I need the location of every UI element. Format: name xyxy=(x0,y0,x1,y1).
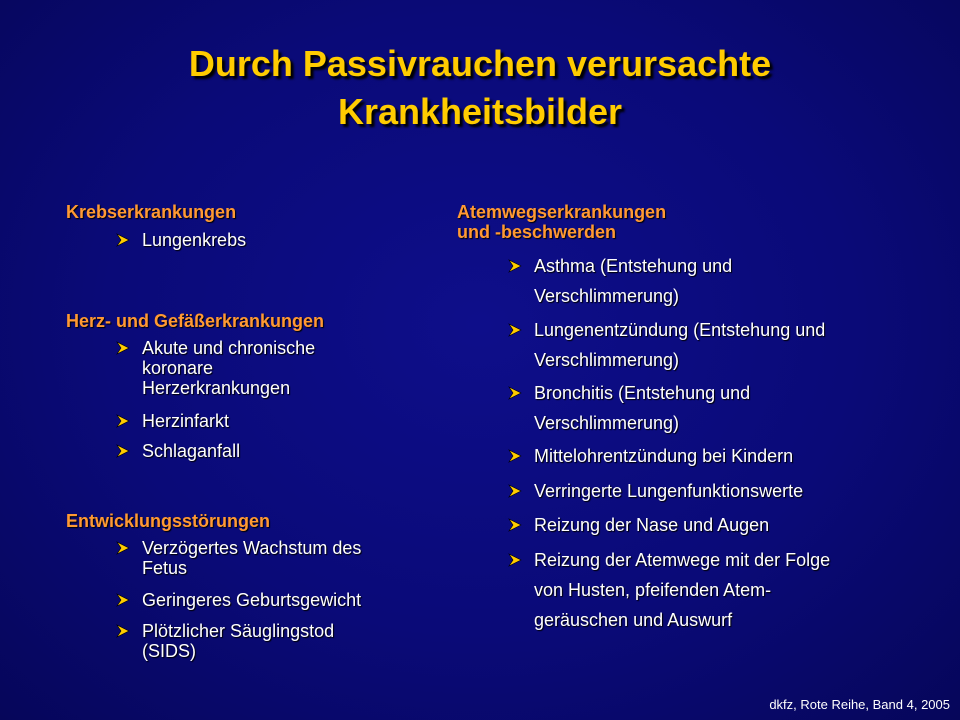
arrowhead-bullet-icon xyxy=(508,510,534,540)
list-item-text: Plötzlicher Säuglingstod (SIDS) xyxy=(142,621,335,661)
list-item-text: Reizung der Atemwege mit der Folge von Husten, pfeifenden Atem- geräuschen und Auswurf xyxy=(534,550,831,630)
list-item xyxy=(116,338,315,398)
heading-line-2: und -beschwerden xyxy=(457,222,617,242)
arrowhead-bullet-icon xyxy=(116,621,142,641)
list-item xyxy=(508,510,769,540)
list-item xyxy=(508,476,803,506)
arrowhead-bullet-icon xyxy=(116,441,142,461)
list-item-text: Verzögertes Wachstum des Fetus xyxy=(142,538,362,578)
list-item-text: Mittelohrentzündung bei Kindern xyxy=(534,446,794,466)
arrowhead-bullet-icon xyxy=(508,378,534,408)
arrowhead-bullet-icon xyxy=(116,538,142,558)
list-item xyxy=(508,378,750,438)
list-item xyxy=(508,545,830,635)
arrowhead-bullet-icon xyxy=(116,338,142,358)
list-item-text: Reizung der Nase und Augen xyxy=(534,515,770,535)
heading-entwicklungsstoerungen: Entwicklungsstörungen xyxy=(66,511,271,531)
list-item xyxy=(508,251,732,311)
arrowhead-bullet-icon xyxy=(508,251,534,281)
arrowhead-bullet-icon xyxy=(116,590,142,610)
arrowhead-bullet-icon xyxy=(508,476,534,506)
list-item xyxy=(116,441,240,461)
list-item-text: Bronchitis (Entstehung und Verschlimmerung) xyxy=(534,383,751,433)
list-item-text: Lungenkrebs xyxy=(142,230,247,250)
list-item-text: Geringeres Geburtsgewicht xyxy=(142,590,362,610)
arrowhead-bullet-icon xyxy=(508,441,534,471)
list-item-text: Lungenentzündung (Entstehung und Verschlimmerung) xyxy=(534,320,826,370)
arrowhead-bullet-icon xyxy=(508,315,534,345)
list-item xyxy=(116,230,246,250)
slide-title xyxy=(0,40,960,136)
arrowhead-bullet-icon xyxy=(508,545,534,575)
arrowhead-bullet-icon xyxy=(116,230,142,250)
list-item-text: Asthma (Entstehung und Verschlimmerung) xyxy=(534,256,733,306)
slide-title-line-2: Krankheitsbilder xyxy=(337,91,623,132)
heading-herz-gefaesserkrankungen: Herz- und Gefäßerkrankungen xyxy=(66,311,325,331)
heading-line-1: Atemwegserkrankungen xyxy=(457,202,667,222)
list-item-text: Akute und chronische koronare Herzerkrankungen xyxy=(142,338,316,398)
list-item-text: Schlaganfall xyxy=(142,441,241,461)
arrowhead-bullet-icon xyxy=(116,411,142,431)
heading-atemwegserkrankungen xyxy=(457,202,666,242)
heading-krebserkrankungen: Krebserkrankungen xyxy=(66,202,237,222)
list-item xyxy=(508,315,825,375)
slide-title-line-1: Durch Passivrauchen verursachte xyxy=(188,43,772,84)
list-item xyxy=(116,590,361,610)
list-item xyxy=(116,411,229,431)
list-item-text: Verringerte Lungenfunktionswerte xyxy=(534,481,804,501)
list-item xyxy=(116,538,361,578)
list-item xyxy=(116,621,334,661)
list-item xyxy=(508,441,793,471)
list-item-text: Herzinfarkt xyxy=(142,411,230,431)
source-citation: dkfz, Rote Reihe, Band 4, 2005 xyxy=(769,697,950,712)
